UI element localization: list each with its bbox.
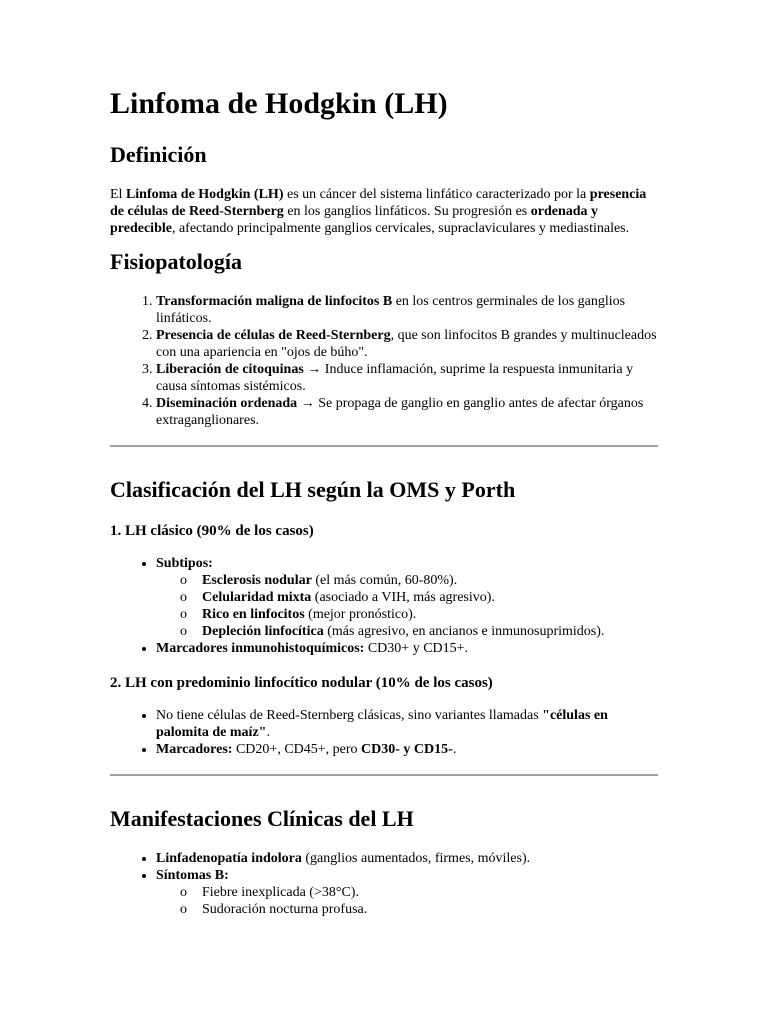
page-title: Linfoma de Hodgkin (LH): [110, 87, 448, 120]
list-item: 4. Diseminación ordenada → Se propaga de ganglio en ganglio antes de afectar órganos extraganglionares.: [156, 395, 658, 429]
list-item: o Sudoración nocturna profusa.: [202, 901, 658, 918]
list-item: 3. Liberación de citoquinas → Induce inflamación, suprime la respuesta inmunitaria y causa síntomas sistémicos.: [156, 361, 658, 395]
list-item: o Fiebre inexplicada (>38°C).: [202, 884, 658, 901]
list-item: • Síntomas B: o Fiebre inexplicada (>38°C). o Sudoración nocturna profusa.: [156, 867, 658, 918]
list-item: 2. Presencia de células de Reed-Sternberg, que son linfocitos B grandes y multinucleados con una apariencia en "ojos de búho".: [156, 327, 658, 361]
list-item: • Subtipos: o Esclerosis nodular (el más común, 60-80%). o Celularidad mixta (asociado a VIH, más agresivo). o Rico en linfocitos (mejor pronóstico). o Depleción linfocítica (más agresivo, en ancianos e inmunosuprimidos).: [156, 555, 658, 640]
list-item: o Rico en linfocitos (mejor pronóstico).: [202, 606, 658, 623]
subtipos-list: [156, 572, 658, 640]
list-item: • Marcadores: CD20+, CD45+, pero CD30- y CD15-.: [156, 741, 658, 758]
document-content: [110, 84, 658, 934]
list-item: o Esclerosis nodular (el más común, 60-80%).: [202, 572, 658, 589]
divider: [110, 445, 658, 447]
list-item: • Linfadenopatía indolora (ganglios aumentados, firmes, móviles).: [156, 850, 658, 867]
list-item: • Marcadores inmunohistoquímicos: CD30+ y CD15+.: [156, 640, 658, 657]
sintomas-list: [156, 884, 658, 918]
list-item: o Depleción linfocítica (más agresivo, en ancianos e inmunosuprimidos).: [202, 623, 658, 640]
fisiopatologia-list: [110, 293, 658, 429]
list-item: 1. Transformación maligna de linfocitos B en los centros germinales de los ganglios linfáticos.: [156, 293, 658, 327]
section-heading-fisiopatologia: Fisiopatología: [110, 249, 243, 274]
manifestaciones-list: [110, 850, 658, 918]
lh-clasico-list: [110, 555, 658, 657]
arrow-icon: →: [307, 362, 322, 377]
arrow-icon: →: [300, 396, 315, 411]
list-item: o Celularidad mixta (asociado a VIH, más agresivo).: [202, 589, 658, 606]
section-heading-definicion: Definición: [110, 142, 207, 167]
definicion-paragraph: El Linfoma de Hodgkin (LH) es un cáncer del sistema linfático caracterizado por la presencia de células de Reed-Sternberg en los ganglios linfáticos. Su progresión es ordenada y predecible, afectando principalmente ganglios cervicales, supraclaviculares y mediastinales.: [110, 187, 647, 236]
list-item: • No tiene células de Reed-Sternberg clásicas, sino variantes llamadas "células en palomita de maíz".: [156, 707, 658, 741]
subheading-lh-nodular: 2. LH con predominio linfocítico nodular (10% de los casos): [110, 675, 493, 691]
divider: [110, 774, 658, 776]
subheading-lh-clasico: 1. LH clásico (90% de los casos): [110, 523, 314, 539]
section-heading-manifestaciones: Manifestaciones Clínicas del LH: [110, 806, 414, 831]
section-heading-clasificacion: Clasificación del LH según la OMS y Porth: [110, 477, 516, 502]
lh-nodular-list: [110, 707, 658, 758]
